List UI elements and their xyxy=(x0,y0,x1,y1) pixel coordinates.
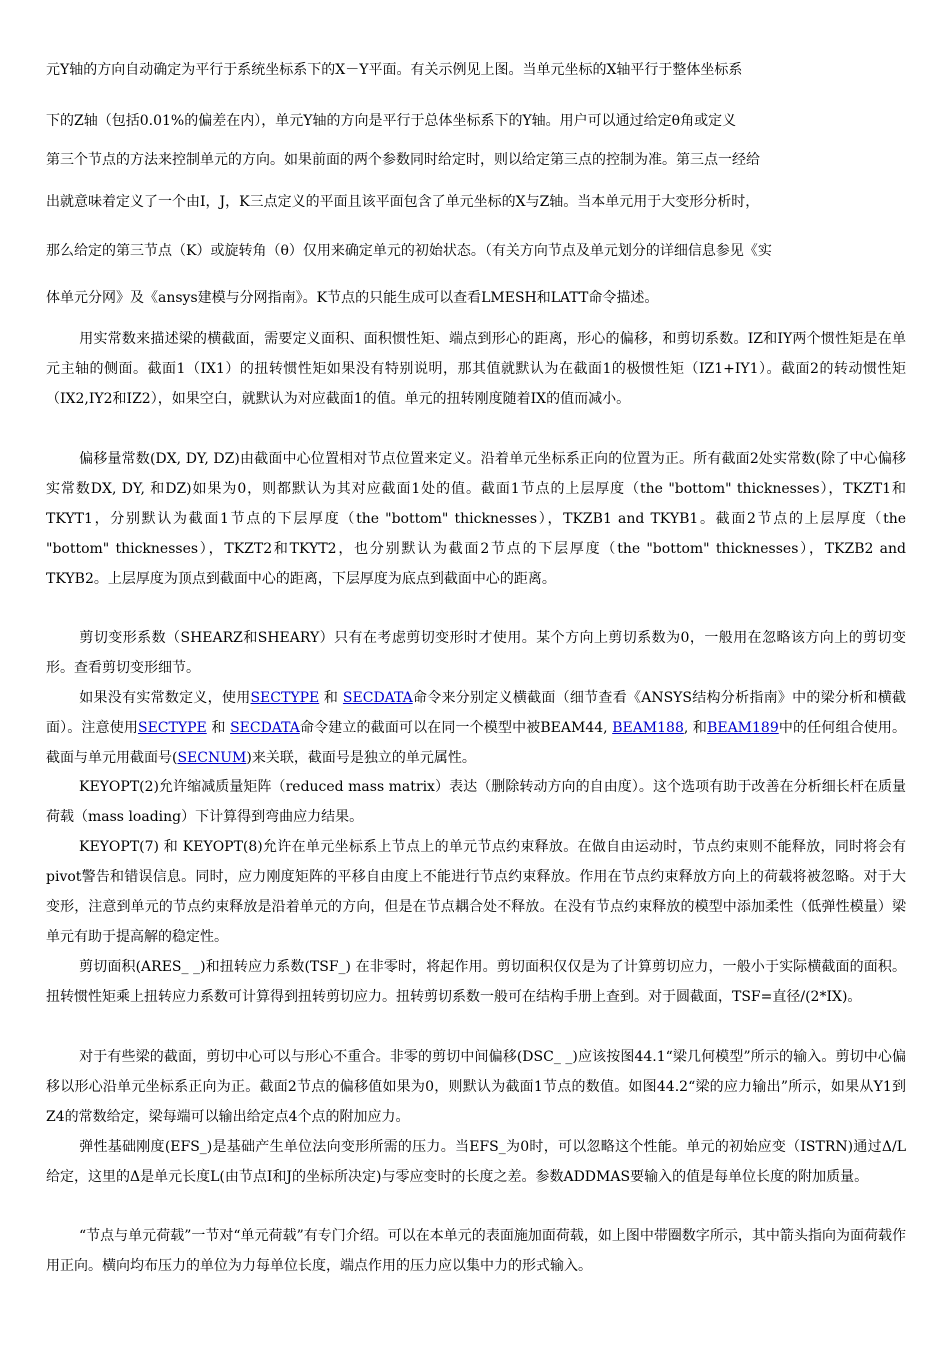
paragraph-offset-constants-text: 偏移量常数(DX, DY, DZ)由截面中心位置相对节点位置来定义。沿着单元坐标系正向的位置为正。所有截面2处实常数(除了中心偏移实常数DX, DY, 和DZ)如果为0，则都默认为其对应截面1处的值。截面1节点的上层厚度（the "bottom" thicknesses），TKZT1和TKYT1，分别默认为截面1节点的下层厚度（the "bottom" thicknesses），TKZB1 and TKYB1。截面2节点的上层厚度（the "bottom" thicknesses），TKZT2和TKYT2，也分别默认为截面2节点的下层厚度（the "bottom" thicknesses），TKZB2 and TKYB2。上层厚度为顶点到截面中心的距离，下层厚度为底点到截面中心的距离。 xyxy=(46,451,906,587)
p4-text-6: , 和 xyxy=(683,720,708,736)
p4-text-5: 命令建立的截面可以在同一个模型中被BEAM44, xyxy=(299,720,613,736)
paragraph-keyopt2-text: KEYOPT(2)允许缩减质量矩阵（reduced mass matrix）表达（删除转动方向的自由度）。这个选项有助于改善在分析细长杆在质量荷载（mass loading）下计算得到弯曲应力结果。 xyxy=(46,779,906,825)
p4-text-3: 命令来分别定义横截面（细节查看《ANSYS结构分析指南》中的梁分析和横截面）。注意使用 xyxy=(46,690,906,736)
paragraph-shear-coefficient xyxy=(46,623,906,683)
intro-line-2: 下的Z轴（包括0.01%的偏差在内），单元Y轴的方向是平行于总体坐标系下的Y轴。用户可以通过给定θ角或定义 xyxy=(46,113,737,129)
p4-text-7: 中的任何组合使用。截面与单元用截面号( xyxy=(46,720,907,766)
beam189-link[interactable]: BEAM189 xyxy=(707,720,779,736)
intro-line-4: 出就意味着定义了一个由I，J，K三点定义的平面且该平面包含了单元坐标的X与Z轴。当本单元用于大变形分析时， xyxy=(46,194,760,210)
p4-text-4: 和 xyxy=(206,720,231,736)
paragraph-section-commands xyxy=(46,683,906,773)
beam188-link[interactable]: BEAM188 xyxy=(612,720,684,736)
intro-line-6: 体单元分网》及《ansys建模与分网指南》。K节点的只能生成可以查看LMESH和LATT命令描述。 xyxy=(46,290,659,306)
paragraph-keyopt7-8-text: KEYOPT(7) 和 KEYOPT(8)允许在单元坐标系上节点上的单元节点约束释放。在做自由运动时，节点约束则不能释放，同时将会有pivot警告和错误信息。同时，应力刚度矩阵的平移自由度上不能进行节点约束释放。作用在节点约束释放方向上的荷载将被忽略。对于大变形，注意到单元的节点约束释放是沿着单元的方向，但是在节点耦合处不释放。在没有节点约束释放的模型中添加柔性（低弹性模量）梁单元有助于提高解的稳定性。 xyxy=(46,839,906,945)
p4-text-2: 和 xyxy=(319,690,343,706)
p4-text-1: 如果没有实常数定义，使用 xyxy=(79,690,251,706)
paragraph-shear-area xyxy=(46,952,906,1012)
intro-line-3: 第三个节点的方法来控制单元的方向。如果前面的两个参数同时给定时，则以给定第三点的控制为准。第三点一经给 xyxy=(46,152,760,168)
sectype-link-2[interactable]: SECTYPE xyxy=(137,720,207,736)
paragraph-element-loads-text: “节点与单元荷载”一节对“单元荷载”有专门介绍。可以在本单元的表面施加面荷载，如上图中带圈数字所示，其中箭头指向为面荷载作用正向。横向均布压力的单位为力每单位长度，端点作用的压力应以集中力的形式输入。 xyxy=(46,1228,906,1274)
secnum-link[interactable]: SECNUM xyxy=(177,750,247,766)
paragraph-cross-section-text: 用实常数来描述梁的横截面，需要定义面积、面积惯性矩、端点到形心的距离，形心的偏移，和剪切系数。IZ和IY两个惯性矩是在单元主轴的侧面。截面1（IX1）的扭转惯性矩如果没有特别说明，那其值就默认为在截面1的极惯性矩（IZ1+IY1）。截面2的转动惯性矩（IX2,IY2和IZ2），如果空白，就默认为对应截面1的值。单元的扭转刚度随着IX的值而减小。 xyxy=(46,331,906,407)
paragraph-shear-coefficient-text: 剪切变形系数（SHEARZ和SHEARY）只有在考虑剪切变形时才使用。某个方向上剪切系数为0，一般用在忽略该方向上的剪切变形。查看剪切变形细节。 xyxy=(46,630,906,676)
paragraph-offset-constants xyxy=(46,444,906,594)
paragraph-elastic-foundation-text: 弹性基础刚度(EFS_)是基础产生单位法向变形所需的压力。当EFS_为0时，可以忽略这个性能。单元的初始应变（ISTRN)通过Δ/L给定，这里的Δ是单元长度L(由节点I和J的坐标所决定)与零应变时的长度之差。参数ADDMAS要输入的值是每单位长度的附加质量。 xyxy=(46,1139,906,1185)
sectype-link[interactable]: SECTYPE xyxy=(250,690,320,706)
paragraph-keyopt2 xyxy=(46,772,906,832)
intro-line-1: 元Y轴的方向自动确定为平行于系统坐标系下的X－Y平面。有关示例见上图。当单元坐标的X轴平行于整体坐标系 xyxy=(46,62,743,78)
paragraph-cross-section xyxy=(46,324,906,414)
paragraph-shear-area-text: 剪切面积(ARES_ _)和扭转应力系数(TSF_) 在非零时，将起作用。剪切面积仅仅是为了计算剪切应力，一般小于实际横截面的面积。扭转惯性矩乘上扭转应力系数可计算得到扭转剪切应力。扭转剪切系数一般可在结构手册上查到。对于圆截面，TSF=直径/(2*IX)。 xyxy=(46,959,906,1005)
intro-line-5: 那么给定的第三节点（K）或旋转角（θ）仅用来确定单元的初始状态。（有关方向节点及单元划分的详细信息参见《实 xyxy=(46,243,772,259)
paragraph-shear-center-text: 对于有些梁的截面，剪切中心可以与形心不重合。非零的剪切中间偏移(DSC_ _)应该按图44.1“梁几何模型”所示的输入。剪切中心偏移以形心沿单元坐标系正向为正。截面2节点的偏移值如果为0，则默认为截面1节点的数值。如图44.2“梁的应力输出”所示，如果从Y1到Z4的常数给定，梁每端可以输出给定点4个点的附加应力。 xyxy=(46,1049,906,1125)
paragraph-shear-center xyxy=(46,1042,906,1132)
p4-text-8: )来关联，截面号是独立的单元属性。 xyxy=(246,750,476,766)
secdata-link-2[interactable]: SECDATA xyxy=(230,720,300,736)
secdata-link[interactable]: SECDATA xyxy=(342,690,413,706)
paragraph-element-loads xyxy=(46,1221,906,1281)
paragraph-keyopt7-8 xyxy=(46,832,906,952)
paragraph-elastic-foundation xyxy=(46,1132,906,1192)
